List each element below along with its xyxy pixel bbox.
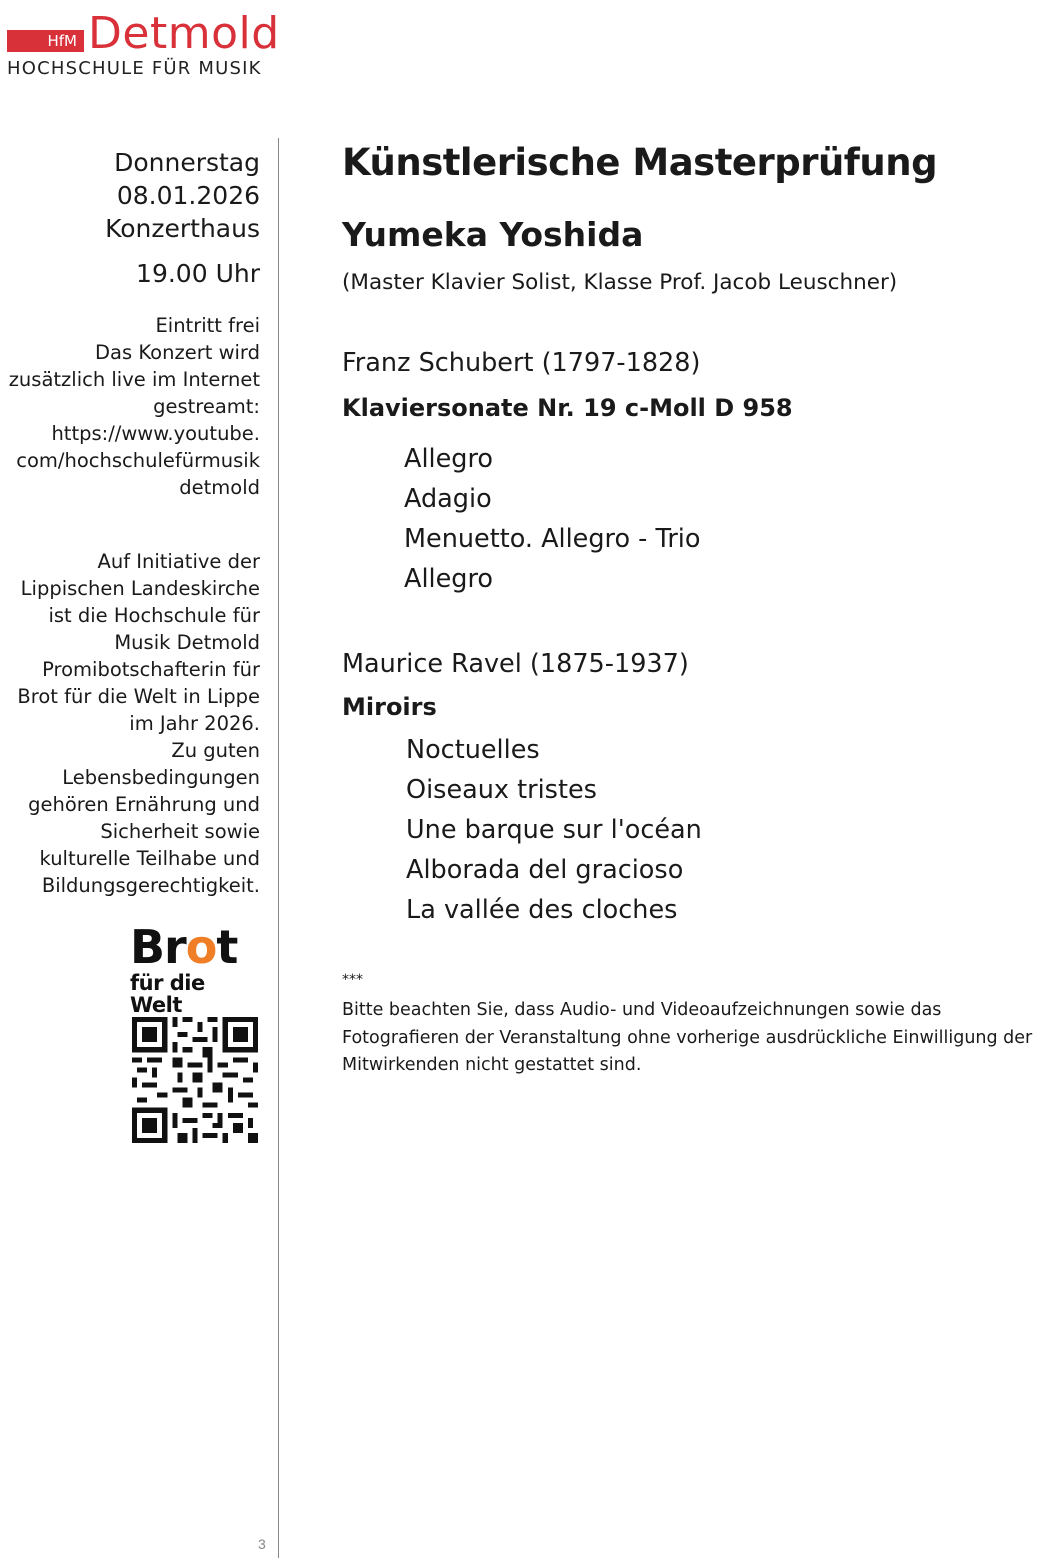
performer-name: Yumeka Yoshida: [342, 215, 644, 254]
initiative-line: Lippischen Landeskirche: [20, 577, 260, 600]
performer-class: (Master Klavier Solist, Klasse Prof. Jacob Leuschner): [342, 270, 898, 295]
brot-logo-o: o: [185, 920, 217, 974]
composer: Franz Schubert (1797-1828): [342, 348, 701, 378]
brot-fuer-die-welt-logo: [130, 922, 262, 1016]
event-date-block: [0, 146, 260, 245]
brot-logo-part: Br: [130, 920, 186, 974]
movement: Allegro: [404, 444, 494, 474]
initiative-line: kulturelle Teilhabe und: [39, 847, 260, 870]
movement: Adagio: [404, 484, 492, 514]
initiative-line: Sicherheit sowie: [100, 820, 260, 843]
stream-link-line[interactable]: https://www.youtube.: [51, 422, 260, 445]
logo-badge: HfM: [7, 30, 84, 52]
initiative-text: [0, 548, 260, 899]
recording-notice: Bitte beachten Sie, dass Audio- und Videoaufzeichnungen sowie das Fotografieren der Veranstaltung ohne vorherige ausdrückliche Einwilligung der Mitwirkenden nicht gestattet sind.: [342, 1000, 1033, 1075]
initiative-line: Auf Initiative der: [97, 550, 260, 573]
brot-logo-part: t: [216, 920, 238, 974]
movement: Oiseaux tristes: [406, 775, 597, 805]
movement: La vallée des cloches: [406, 895, 678, 925]
movement: Menuetto. Allegro - Trio: [404, 524, 701, 554]
qr-code-icon[interactable]: [132, 1017, 258, 1143]
stream-link-line[interactable]: com/hochschulefürmusik: [16, 449, 260, 472]
page-title: Künstlerische Masterprüfung: [342, 141, 938, 184]
info-line: Eintritt frei: [155, 314, 260, 337]
initiative-line: Musik Detmold: [114, 631, 260, 654]
page-number: 3: [258, 1536, 266, 1552]
initiative-line: ist die Hochschule für: [48, 604, 260, 627]
movement: Noctuelles: [406, 735, 540, 765]
initiative-line: Promibotschafterin für: [42, 658, 260, 681]
event-day: Donnerstag: [114, 148, 260, 177]
info-line: gestreamt:: [153, 395, 260, 418]
info-line: Das Konzert wird: [95, 341, 260, 364]
initiative-line: Bildungsgerechtigkeit.: [41, 874, 260, 897]
movement: Allegro: [404, 564, 494, 594]
initiative-line: Brot für die Welt in Lippe: [17, 685, 260, 708]
movement-list: [406, 730, 702, 930]
movement: Alborada del gracioso: [406, 855, 684, 885]
logo-name: Detmold: [88, 8, 280, 59]
initiative-line: gehören Ernährung und: [28, 793, 260, 816]
work-title: Klaviersonate Nr. 19 c-Moll D 958: [342, 394, 793, 422]
event-time: 19.00 Uhr: [136, 259, 260, 288]
event-date: 08.01.2026: [116, 181, 260, 210]
event-venue: Konzerthaus: [105, 214, 260, 243]
column-divider: [278, 138, 279, 1558]
initiative-line: Lebensbedingungen: [62, 766, 260, 789]
composer: Maurice Ravel (1875-1937): [342, 649, 689, 679]
info-line: zusätzlich live im Internet: [8, 368, 260, 391]
brot-logo-word: [130, 922, 262, 972]
brot-logo-subtitle: für die Welt: [130, 971, 205, 1017]
separator: ***: [342, 972, 363, 988]
initiative-line: im Jahr 2026.: [129, 712, 260, 735]
logo-subtitle: HOCHSCHULE FÜR MUSIK: [7, 58, 262, 79]
stream-link-line[interactable]: detmold: [179, 476, 260, 499]
work-title: Miroirs: [342, 693, 437, 721]
event-info: [0, 312, 260, 501]
movement-list: [404, 439, 701, 599]
movement: Une barque sur l'océan: [406, 815, 702, 845]
initiative-line: Zu guten: [171, 739, 260, 762]
